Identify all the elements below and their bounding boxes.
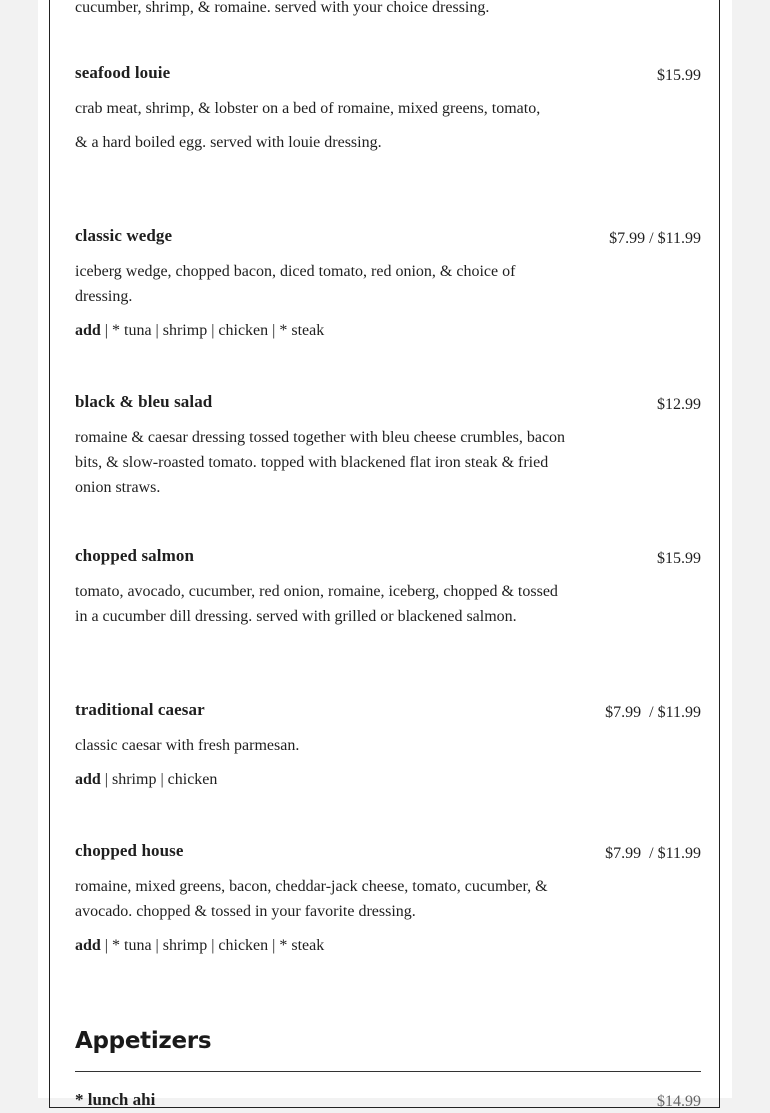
menu-item-chopped-salmon: [75, 545, 701, 629]
section-divider: [75, 1071, 701, 1072]
menu-item-chopped-house: [75, 840, 701, 958]
menu-item-name: chopped salmon: [75, 546, 195, 565]
menu-item-description: classic caesar with fresh parmesan.: [75, 737, 300, 754]
menu-item-price: $7.99 / $11.99: [609, 230, 701, 247]
menu-item-name: classic wedge: [75, 226, 173, 245]
menu-item-add-ons: [75, 933, 701, 958]
menu-item-description: crab meat, shrimp, & lobster on a bed of romaine, mixed greens, tomato,: [75, 100, 541, 117]
add-label: add: [75, 322, 101, 339]
menu-item-price: $7.99 / $11.99: [605, 845, 701, 862]
add-options: | * tuna | shrimp | chicken | * steak: [100, 937, 325, 954]
menu-item-black-bleu-salad: [75, 391, 701, 500]
menu-item-name: black & bleu salad: [75, 392, 213, 411]
menu-item-add-ons: [75, 767, 701, 792]
menu-item-price: $7.99 / $11.99: [605, 704, 701, 721]
previous-item-description: cucumber, shrimp, & romaine. served with your choice dressing.: [75, 0, 490, 16]
menu-item-price: $15.99: [657, 550, 701, 567]
menu-item-description: romaine & caesar dressing tossed together with bleu cheese crumbles, bacon bits, & slow-roasted tomato. topped with blackened flat iron steak & fried onion straws.: [75, 429, 566, 496]
menu-item-seafood-louie: [75, 62, 701, 155]
menu-item-name: seafood louie: [75, 63, 171, 82]
add-options: | * tuna | shrimp | chicken | * steak: [100, 322, 325, 339]
menu-item-description: iceberg wedge, chopped bacon, diced tomato, red onion, & choice of dressing.: [75, 263, 516, 305]
add-options: | shrimp | chicken: [100, 771, 218, 788]
menu-item-description: romaine, mixed greens, bacon, cheddar-jack cheese, tomato, cucumber, & avocado. chopped & tossed in your favorite dressing.: [75, 878, 548, 920]
menu-item-name: * lunch ahi: [75, 1090, 156, 1109]
menu-item-price: $15.99: [657, 67, 701, 84]
add-label: add: [75, 937, 101, 954]
menu-item-description: tomato, avocado, cucumber, red onion, romaine, iceberg, chopped & tossed in a cucumber dill dressing. served with grilled or blackened salmon.: [75, 583, 558, 625]
menu-item-price: $12.99: [657, 396, 701, 413]
menu-item-name: traditional caesar: [75, 700, 205, 719]
menu-item-traditional-caesar: [75, 699, 701, 792]
menu-item-classic-wedge: [75, 225, 701, 343]
section-title-appetizers: Appetizers: [75, 1028, 212, 1054]
menu-item-description-cont: & a hard boiled egg. served with louie dressing.: [75, 134, 382, 151]
add-label: add: [75, 771, 101, 788]
menu-item-add-ons: [75, 318, 701, 343]
menu-item-price: $14.99: [657, 1093, 701, 1110]
menu-item-name: chopped house: [75, 841, 184, 860]
